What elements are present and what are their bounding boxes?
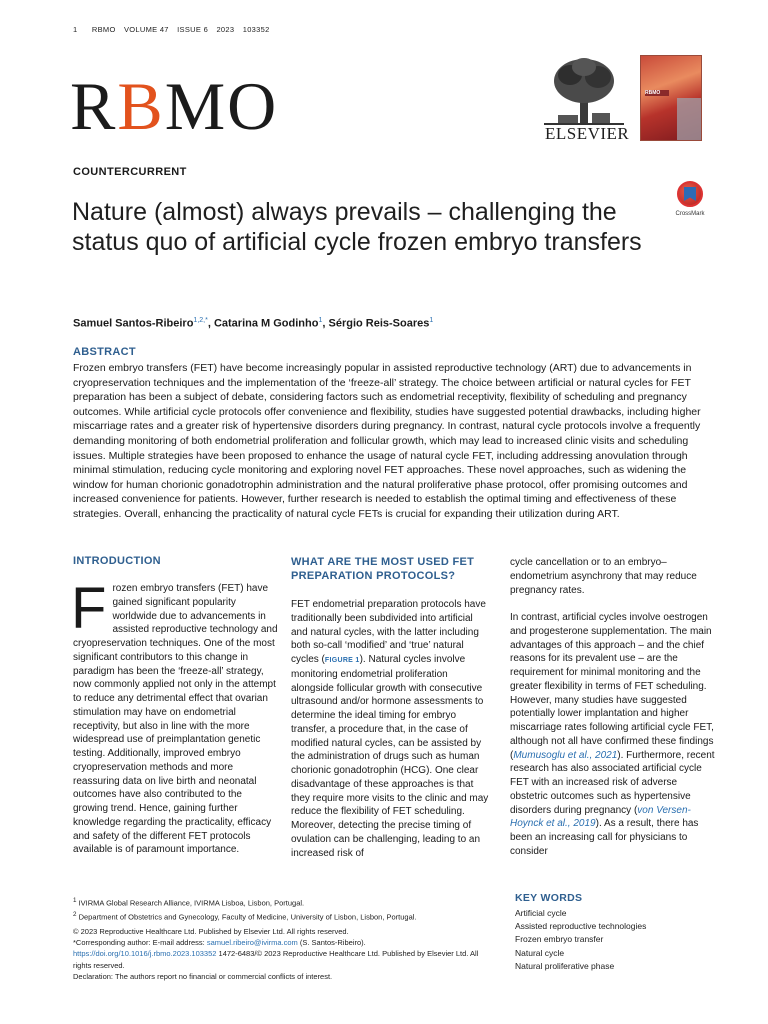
citation-link[interactable]: Mumusoglu et al., 2021 bbox=[513, 749, 618, 761]
declaration: Declaration: The authors report no financial or commercial conflicts of interest. bbox=[73, 971, 333, 981]
publisher-name: ELSEVIER bbox=[545, 124, 630, 143]
protocols-text-a: FET endometrial preparation protocols have traditionally been subdivided into artificial and natural cycles, with the latter including both so-call ‘modified’ and ‘true’ natural cycles ( bbox=[291, 599, 486, 665]
paragraph-text: ). Furthermore, recent research has also associated artificial cycle FET with an increased risk of adverse obstetric outcomes such as hypertensive disorders during pregnancy ( bbox=[510, 749, 715, 816]
paragraph bbox=[510, 611, 715, 859]
keyword[interactable]: Assisted reproductive technologies bbox=[515, 921, 647, 932]
citation-link[interactable]: von Versen-Hoynck et al., 2019 bbox=[510, 804, 691, 830]
rbmo-logo: RBMO bbox=[70, 68, 279, 144]
footnote: $^2$ Department of Obstetrics and Gynecology, Faculty of Medicine, University of Lisbon, Lisbon, Portugal. bbox=[73, 910, 417, 921]
volume: VOLUME 47 bbox=[123, 25, 169, 34]
author-list bbox=[73, 317, 433, 330]
keywords-list bbox=[515, 907, 646, 973]
abstract-text: Frozen embryo transfers (FET) have become increasingly popular in assisted reproductive technology (ART) due to advancements in cryopreservation techniques and the implementation of the ‘freeze-all’ strategy. The choice between artificial or natural cycles for FET preparation has been a subject of debate, considering factors such as endometrial receptivity, flexibility of scheduling and pregnancy outcomes. While artificial cycle protocols offer convenience and flexibility, studies have suggested potential drawbacks, including higher miscarriage rates and a greater risk of hypertensive disorders during pregnancy. In contrast, natural cycle protocols involve a frequently demanding monitoring of both endometrial proliferation and follicular growth, which may lead to increased clinic visits and scheduling issues. Multiple strategies have been proposed to enhance the usage of natural cycle FET, including addressing anovulation through minimal stimulation, reducing cycle monitoring and exploring novel FET approaches. These novel approaches, such as widening the window for human chorionic gonadotrophin administration and the natural proliferative phase protocol, offer promising outcomes and increased convenience for patients. However, further research is needed to establish the optimal timing and effectiveness of these strategies. Overall, enhancing the practicality of natural cycle FETs is crucial for expanding their utilization during ART. bbox=[73, 362, 701, 520]
abstract-heading: ABSTRACT bbox=[73, 346, 136, 358]
article-type: COUNTERCURRENT bbox=[73, 166, 187, 178]
author-separator: , bbox=[322, 317, 329, 330]
keyword[interactable]: Natural cycle bbox=[515, 947, 565, 958]
author-name[interactable]: Samuel Santos-Ribeiro bbox=[73, 317, 194, 330]
running-header bbox=[73, 25, 276, 34]
copyright-block bbox=[73, 926, 493, 982]
paragraph-text: In contrast, artificial cycles involve oestrogen and progesterone supplementation. The main advantages of this approach – and the chief reasons for its prevalent use – are the requirement for minimal monitoring and the greater flexibility in terms of FET scheduling. However, many studies have suggested potentially lower implantation and higher miscarriage rates following artificial cycle FET, although not all have confirmed these findings ( bbox=[510, 612, 714, 761]
paragraph-text: ). As a result, there has been an increasing call for physicians to consider bbox=[510, 818, 699, 857]
footnote: $^1$ IVIRMA Global Research Alliance, IVIRMA Lisboa, Lisbon, Portugal. bbox=[73, 897, 305, 908]
section-heading-protocols: WHAT ARE THE MOST USED FET PREPARATION PROTOCOLS? bbox=[291, 556, 475, 582]
issue: ISSUE 6 bbox=[177, 25, 209, 34]
page-number: 1 bbox=[73, 25, 78, 34]
journal-cover-thumbnail[interactable] bbox=[640, 55, 702, 141]
keyword[interactable]: Artificial cycle bbox=[515, 908, 567, 918]
introduction-heading: INTRODUCTION bbox=[73, 555, 161, 567]
column-three-body bbox=[510, 556, 715, 859]
crossmark-label: CrossMark bbox=[675, 211, 705, 217]
cover-label: RBMO bbox=[645, 90, 661, 96]
article-number: 103352 bbox=[242, 25, 270, 34]
protocols-text-b: ). Natural cycles involve monitoring endometrial proliferation alongside follicular growth with consecutive ultrasound and/or hormone assessments to determine the ideal timing for embryo transfer, a procedure that, in the case of modified natural cycles, can be assisted by the administration of drugs such as human chorionic gonadotrophin (HCG). One clear disadvantage of these approaches is that they require more visits to the clinic and may reduce the flexibility of FET scheduling. Moreover, detecting the precise timing of ovulation can be challenging, leading to an increased risk of bbox=[291, 654, 489, 859]
keyword[interactable]: Frozen embryo transfer bbox=[515, 934, 604, 945]
affiliation-marker[interactable]: 1,2,* bbox=[193, 317, 208, 324]
journal-abbrev: RBMO bbox=[91, 25, 116, 34]
year: 2023 bbox=[216, 25, 235, 34]
introduction-body bbox=[71, 576, 278, 857]
cover-image bbox=[677, 98, 702, 141]
paragraph: cycle cancellation or to an embryo–endometrium asynchrony that may reduce pregnancy rates. bbox=[510, 557, 697, 596]
corresponding-author: *Corresponding author: E-mail address: samuel.ribeiro@ivirma.com (S. Santos-Ribeiro). https://doi.org/10.1016/j.rbmo.2023.103352 1472-6483/© 2023 Reproductive Healthcare Ltd. Published by Elsevier Ltd. All rights reserved. bbox=[73, 938, 479, 970]
article-title: Nature (almost) always prevails – challenging the status quo of artificial cycle frozen embryo transfers bbox=[72, 198, 642, 256]
keywords-heading: KEY WORDS bbox=[515, 892, 583, 904]
affiliation-footnotes bbox=[73, 895, 493, 922]
affiliation-marker[interactable]: 1 bbox=[429, 317, 434, 324]
author-separator: , bbox=[207, 317, 214, 330]
affiliation-marker[interactable]: 1 bbox=[318, 317, 323, 324]
author-name[interactable]: Sérgio Reis-Soares bbox=[328, 317, 430, 330]
copyright-line: © 2023 Reproductive Healthcare Ltd. Published by Elsevier Ltd. All rights reserved. bbox=[73, 927, 349, 936]
introduction-paragraph: rozen embryo transfers (FET) have gained significant popularity worldwide due to advancements in assisted reproductive technology and cryopreservation techniques. One of the most significant contributors to this change in paradigm has been the ‘freeze-all’ strategy, now commonly applied not only in the attempt to reduce any detrimental effect that ovarian stimulation may have on endometrial receptivity, but also in line with the more widespread use of preimplantation genetic testing. Additionally, improved embryo cryopreservation methods and more reassuring data on live birth and neonatal outcomes have also contributed to the growing trend. Hence, gaining further knowledge regarding the practicality, efficacy and safety of the different FET protocols available is of paramount importance. bbox=[73, 583, 278, 856]
elsevier-tree-logo bbox=[544, 55, 624, 127]
protocols-body bbox=[291, 598, 492, 860]
keyword[interactable]: Natural proliferative phase bbox=[515, 960, 615, 971]
doi-link[interactable]: https://doi.org/10.1016/j.rbmo.2023.103352 bbox=[73, 949, 217, 959]
figure-1-link[interactable]: FIGURE 1 bbox=[324, 657, 360, 664]
author-name[interactable]: Catarina M Godinho bbox=[213, 317, 319, 330]
crossmark-badge[interactable] bbox=[672, 181, 708, 225]
email-link[interactable]: samuel.ribeiro@ivirma.com bbox=[206, 938, 298, 948]
drop-cap: F bbox=[71, 576, 107, 641]
